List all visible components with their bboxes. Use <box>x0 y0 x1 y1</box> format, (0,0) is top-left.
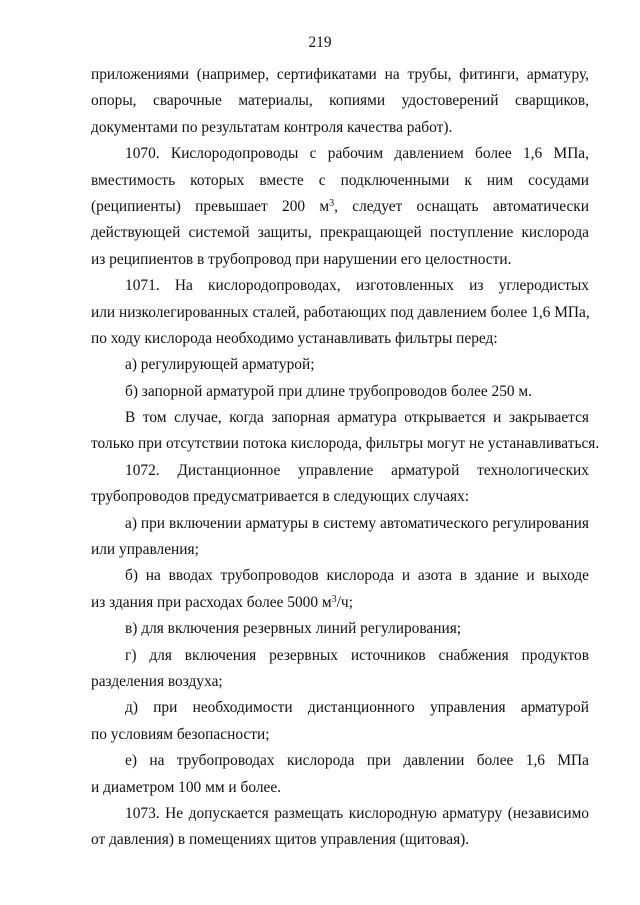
text-line: от давления) в помещениях щитов управления (щитовая). <box>91 831 470 849</box>
text-line: трубопроводов предусматривается в следующих случаях: <box>91 488 470 506</box>
text-line: документами по результатам контроля качества работ). <box>91 118 453 136</box>
body-text <box>91 62 600 854</box>
paragraph-1071-start: 1071. На кислородопроводах, изготовленных из углеродистых <box>125 277 589 295</box>
text-line-with-superscript <box>91 590 589 616</box>
text-line: разделения воздуха; <box>91 672 223 690</box>
paragraph-1073-start: 1073. Не допускается размещать кислородную арматуру (независимо <box>125 804 589 822</box>
paragraph-1070-start: 1070. Кислородопроводы с рабочим давлением более 1,6 МПа, <box>125 145 589 163</box>
text-line-with-superscript <box>91 194 589 220</box>
text-segment: /ч; <box>336 593 353 611</box>
text-segment: из здания при расходах более 5000 м <box>91 593 332 611</box>
list-item: в) для включения резервных линий регулирования; <box>125 620 462 638</box>
paragraph-1072-start: 1072. Дистанционное управление арматурой технологических <box>125 461 589 479</box>
text-line: вместимость которых вместе с подключенными к ним сосудами <box>91 171 589 189</box>
text-line: или управления; <box>91 541 199 559</box>
list-item: г) для включения резервных источников снабжения продуктов <box>125 646 589 664</box>
page-number: 219 <box>308 34 332 51</box>
list-item: а) регулирующей арматурой; <box>125 356 315 374</box>
list-item: а) при включении арматуры в систему автоматического регулирования <box>125 514 589 532</box>
list-item: б) запорной арматурой при длине трубопроводов более 250 м. <box>125 382 533 400</box>
paragraph-start: В том случае, когда запорная арматура открывается и закрывается <box>125 409 589 427</box>
superscript: 3 <box>329 197 335 209</box>
text-line: и диаметром 100 мм и более. <box>91 778 282 796</box>
text-line: из реципиентов в трубопровод при нарушении его целостности. <box>91 250 512 268</box>
list-item: б) на вводах трубопроводов кислорода и азота в здание и выходе <box>125 567 589 585</box>
text-line: действующей системой защиты, прекращающей поступление кислорода <box>91 224 589 242</box>
text-line: опоры, сварочные материалы, копиями удостоверений сварщиков, <box>91 92 589 110</box>
list-item: д) при необходимости дистанционного управления арматурой <box>125 699 589 717</box>
text-segment: (реципиенты) превышает 200 м <box>91 197 330 215</box>
text-line: приложениями (например, сертификатами на трубы, фитинги, арматуру, <box>91 66 589 83</box>
superscript: 3 <box>331 593 337 605</box>
list-item: е) на трубопроводах кислорода при давлении более 1,6 МПа <box>125 752 589 770</box>
text-line: по условиям безопасности; <box>91 725 270 743</box>
text-line: или низколегированных сталей, работающих под давлением более 1,6 МПа, <box>91 303 590 321</box>
text-segment: , следует оснащать автоматически <box>334 197 589 215</box>
text-line: только при отсутствии потока кислорода, фильтры могут не устанавливаться. <box>91 435 600 453</box>
text-line: по ходу кислорода необходимо устанавливать фильтры перед: <box>91 329 498 347</box>
